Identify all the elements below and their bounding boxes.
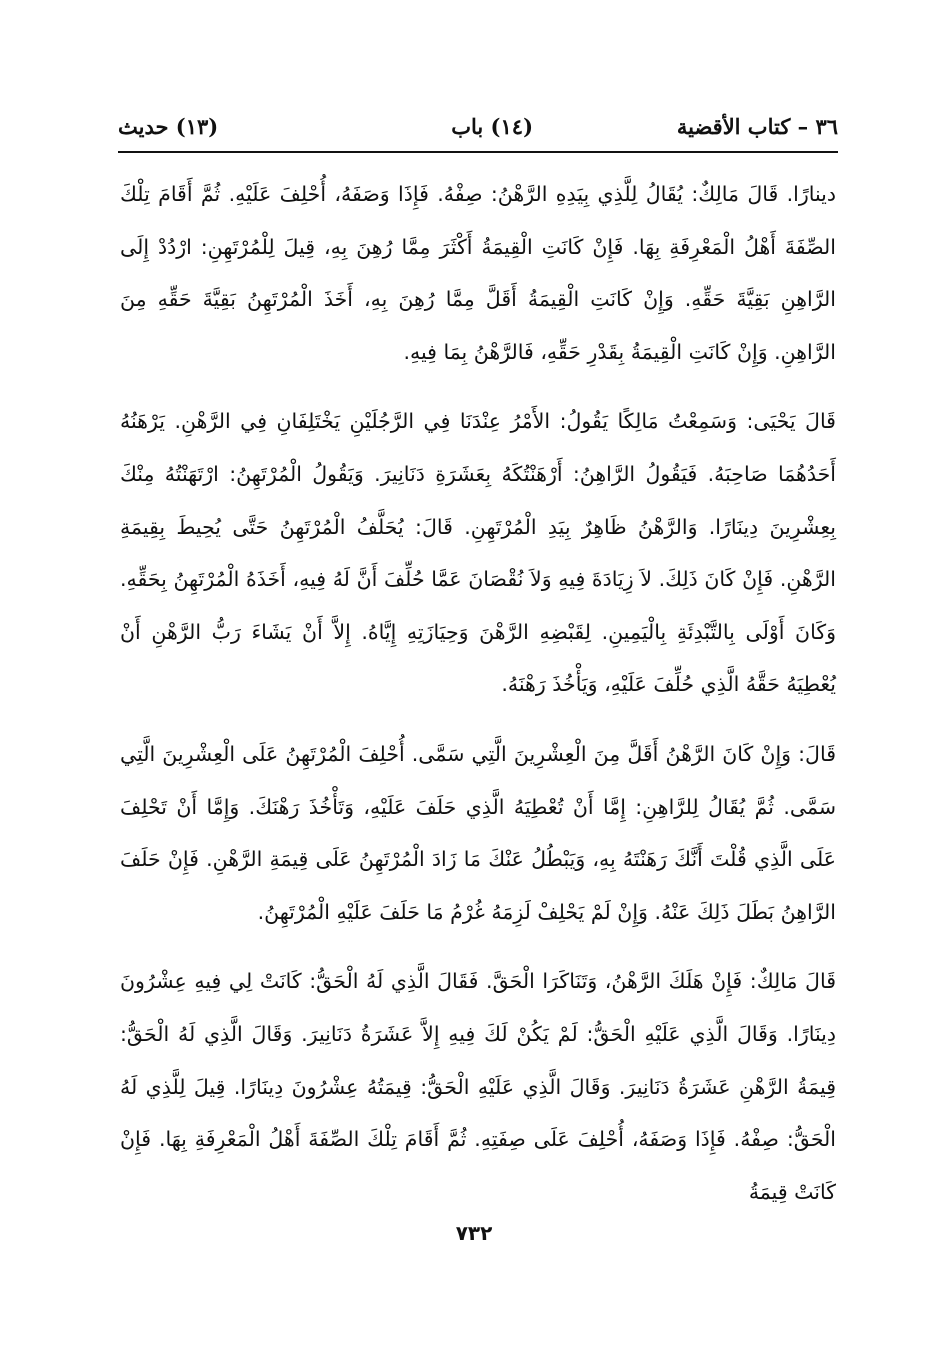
main-text xyxy=(120,168,836,1218)
header-rule xyxy=(118,151,838,153)
header-book-title: ٣٦ – كتاب الأقضية xyxy=(676,114,838,139)
running-header xyxy=(118,108,838,154)
paragraph-3: قَالَ: وَإِنْ كَانَ الرَّهْنُ أَقَلَّ مِنَ الْعِشْرِينَ الَّتِي سَمَّى. أُحْلِفَ الْمُرْتَهِنُ عَلَى الْعِشْرِينَ الَّتِي سَمَّى. ثُمَّ يُقَالُ لِلرَّاهِنِ: إِمَّا أَنْ تُعْطِيَهُ الَّذِي حَلَفَ عَلَيْهِ، وَتَأْخُذَ رَهْنَكَ. وَإِمَّا أَنْ تَحْلِفَ عَلَى الَّذِي قُلْتَ أَنَّكَ رَهَنْتَهُ بِهِ، وَيَبْطُلُ عَنْكَ مَا زَادَ الْمُرْتَهِنُ عَلَى قِيمَةِ الرَّهْنِ. فَإِنْ حَلَفَ الرَّاهِنُ بَطَلَ ذَلِكَ عَنْهُ. وَإِنْ لَمْ يَحْلِفْ لَزِمَهُ غُرْمُ مَا حَلَفَ عَلَيْهِ الْمُرْتَهِنُ. xyxy=(120,741,836,924)
page-number: ٧٣٢ xyxy=(455,1221,493,1245)
paragraph-1: دينارًا. قَالَ مَالِكٌ: يُقَالُ لِلَّذِي بِيَدِهِ الرَّهْنُ: صِفْهُ. فَإِذَا وَصَفَهُ، أُحْلِفَ عَلَيْهِ. ثُمَّ أَقَامَ تِلْكَ الصِّفَةَ أَهْلُ الْمَعْرِفَةِ بِهَا. فَإِنْ كَانَتِ الْقِيمَةُ أَكْثَرَ مِمَّا رُهِنَ بِهِ، قِيلَ لِلْمُرْتَهِنِ: ارْدُدْ إِلَى الرَّاهِنِ بَقِيَّةَ حَقِّهِ. وَإِنْ كَانَتِ الْقِيمَةُ أَقَلَّ مِمَّا رُهِنَ بِهِ، أَخَذَ الْمُرْتَهِنُ بَقِيَّةَ حَقِّهِ مِنَ الرَّاهِنِ. وَإِنْ كَانَتِ الْقِيمَةُ بِقَدْرِ حَقِّهِ، فَالرَّهْنُ بِمَا فِيهِ. xyxy=(120,182,836,364)
paragraph-2: قَالَ يَحْيَى: وَسَمِعْتُ مَالِكًا يَقُولُ: الأَمْرُ عِنْدَنَا فِي الرَّجُلَيْنِ يَخْتَلِفَانِ فِي الرَّهْنِ. يَرْهَنُهُ أَحَدُهُمَا صَاحِبَهُ. فَيَقُولُ الرَّاهِنُ: أَرْهَنْتُكَهُ بِعَشَرَةِ دَنَانِيرَ. وَيَقُولُ الْمُرْتَهِنُ: ارْتَهَنْتُهُ مِنْكَ بِعِشْرِينَ دِينَارًا. وَالرَّهْنُ ظَاهِرٌ بِيَدِ الْمُرْتَهِنِ. قَالَ: يُحَلَّفُ الْمُرْتَهِنُ حَتَّى يُحِيطَ بِقِيمَةِ الرَّهْنِ. فَإِنْ كَانَ ذَلِكَ. لاَ زِيَادَةَ فِيهِ وَلاَ نُقْصَانَ عَمَّا حُلِّفَ أَنَّ لَهُ فِيهِ، أَخَذَهُ الْمُرْتَهِنُ بِحَقِّهِ. وَكَانَ أَوْلَى بِالتَّبْدِئَةِ بِالْيَمِينِ. لِقَبْضِهِ الرَّهْنَ وَحِيَازَتِهِ إِيَّاهُ. إِلاَّ أَنْ يَشَاءَ رَبُّ الرَّهْنِ أَنْ يُعْطِيَهُ حَقَّهُ الَّذِي حُلِّفَ عَلَيْهِ، وَيَأْخُذَ رَهْنَهُ. xyxy=(120,409,836,697)
paragraph-4: قَالَ مَالِكٌ: فَإِنْ هَلَكَ الرَّهْنُ، وَتَنَاكَرَا الْحَقَّ. فَقَالَ الَّذِي لَهُ الْحَقُّ: كَانَتْ لِي فِيهِ عِشْرُونَ دِينَارًا. وَقَالَ الَّذِي عَلَيْهِ الْحَقُّ: لَمْ يَكُنْ لَكَ فِيهِ إِلاَّ عَشَرَةُ دَنَانِيرَ. وَقَالَ الَّذِي لَهُ الْحَقُّ: قِيمَةُ الرَّهْنِ عَشَرَةُ دَنَانِيرَ. وَقَالَ الَّذِي عَلَيْهِ الْحَقُّ: قِيمَتُهُ عِشْرُونَ دِينَارًا. قِيلَ لِلَّذِي لَهُ الْحَقُّ: صِفْهُ. فَإِذَا وَصَفَهُ، أُحْلِفَ عَلَى صِفَتِهِ. ثُمَّ أَقَامَ تِلْكَ الصِّفَةَ أَهْلُ الْمَعْرِفَةِ بِهَا. فَإِنْ كَانَتْ قِيمَةُ xyxy=(120,969,836,1204)
header-hadith: (١٣) حديث xyxy=(118,114,219,139)
header-chapter: (١٤) باب xyxy=(451,114,533,139)
